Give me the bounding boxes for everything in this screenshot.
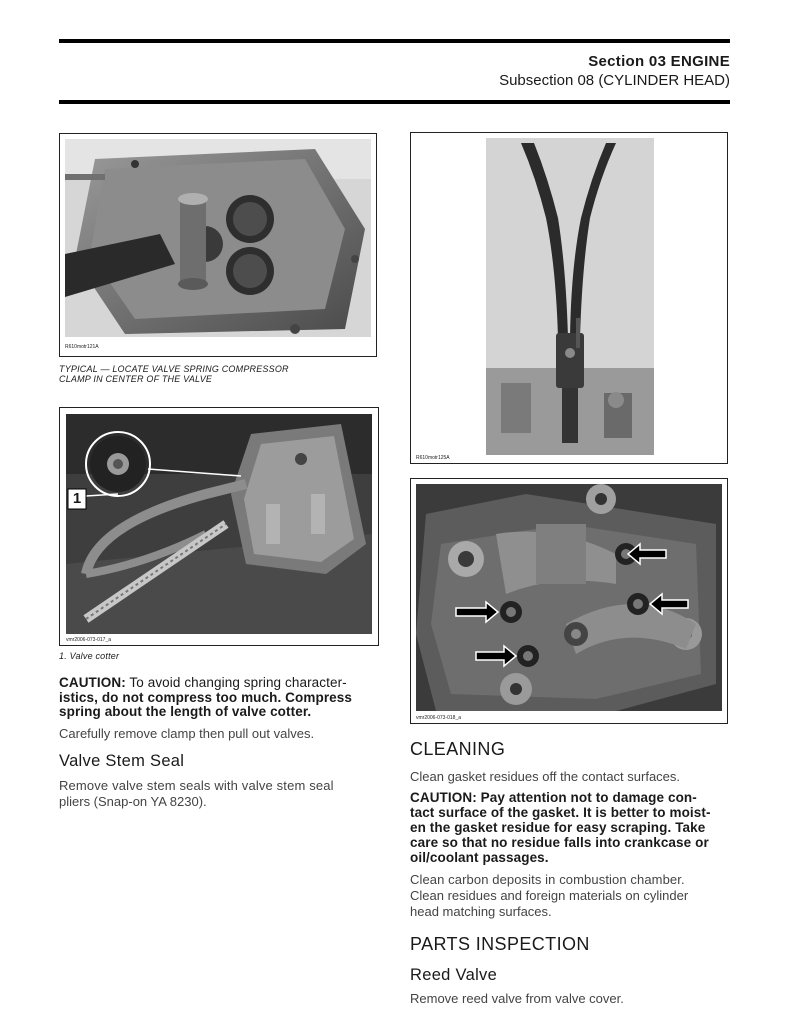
caution-note [59,676,347,691]
caution-text: Pay attention not to damage con- [476,790,697,805]
caution-note [410,791,697,806]
photo-cylinder-head-compressor [65,139,371,337]
heading-valve-stem-seal: Valve Stem Seal [59,752,185,770]
body-text: Remove reed valve from valve cover. [410,991,624,1006]
body-text: Clean residues and foreign materials on cylinder [410,888,689,903]
figure-legend: 1. Valve cotter [59,651,120,661]
photo-valve-cotter-removal [66,414,372,634]
caution-line: istics, do not compress too much. Compress [59,690,353,705]
figure-id: vmr2006-073-018_a [416,715,462,721]
figure-valve-stem-seals [410,478,728,724]
callout-number: 1 [72,490,82,507]
figure-id: vmr2006-073-017_a [66,637,112,643]
caution-label: CAUTION: [59,675,126,690]
heading-cleaning: CLEANING [410,739,506,759]
figure-id: R610motr125A [416,455,450,461]
caution-label: CAUTION: [410,790,477,805]
caution-line: oil/coolant passages. [410,850,549,865]
body-text: pliers (Snap-on YA 8230). [59,794,207,809]
body-text: head matching surfaces. [410,904,552,919]
figure-valve-cotter [59,407,379,646]
caution-text: To avoid changing spring character- [125,675,347,690]
caution-line: care so that no residue falls into crankcase or [410,835,709,850]
figure-id: R610motr121A [65,344,99,350]
figure-valve-spring-compressor [59,133,377,357]
header-bottom-rule [59,100,730,104]
body-text: Clean gasket residues off the contact surfaces. [410,769,681,784]
body-text: Clean carbon deposits in combustion chamber. [410,872,685,887]
figure-caption: TYPICAL — LOCATE VALVE SPRING COMPRESSOR [59,364,289,374]
figure-caption: CLAMP IN CENTER OF THE VALVE [59,374,213,384]
figure-valve-stem-seal-pliers [410,132,728,464]
photo-valve-stem-seals [416,484,722,711]
caution-line: tact surface of the gasket. It is better to moist- [410,805,711,820]
heading-reed-valve: Reed Valve [410,966,498,984]
caution-line: en the gasket residue for easy scraping. Take [410,820,706,835]
heading-parts-inspection: PARTS INSPECTION [410,934,590,954]
body-text: Remove valve stem seals with valve stem seal [59,778,334,793]
photo-valve-stem-pliers [486,138,654,455]
header-top-rule [59,39,730,43]
subsection-title: Subsection 08 (CYLINDER HEAD) [499,72,730,89]
body-text: Carefully remove clamp then pull out valves. [59,726,315,741]
section-title: Section 03 ENGINE [588,53,730,70]
caution-line: spring about the length of valve cotter. [59,704,312,719]
